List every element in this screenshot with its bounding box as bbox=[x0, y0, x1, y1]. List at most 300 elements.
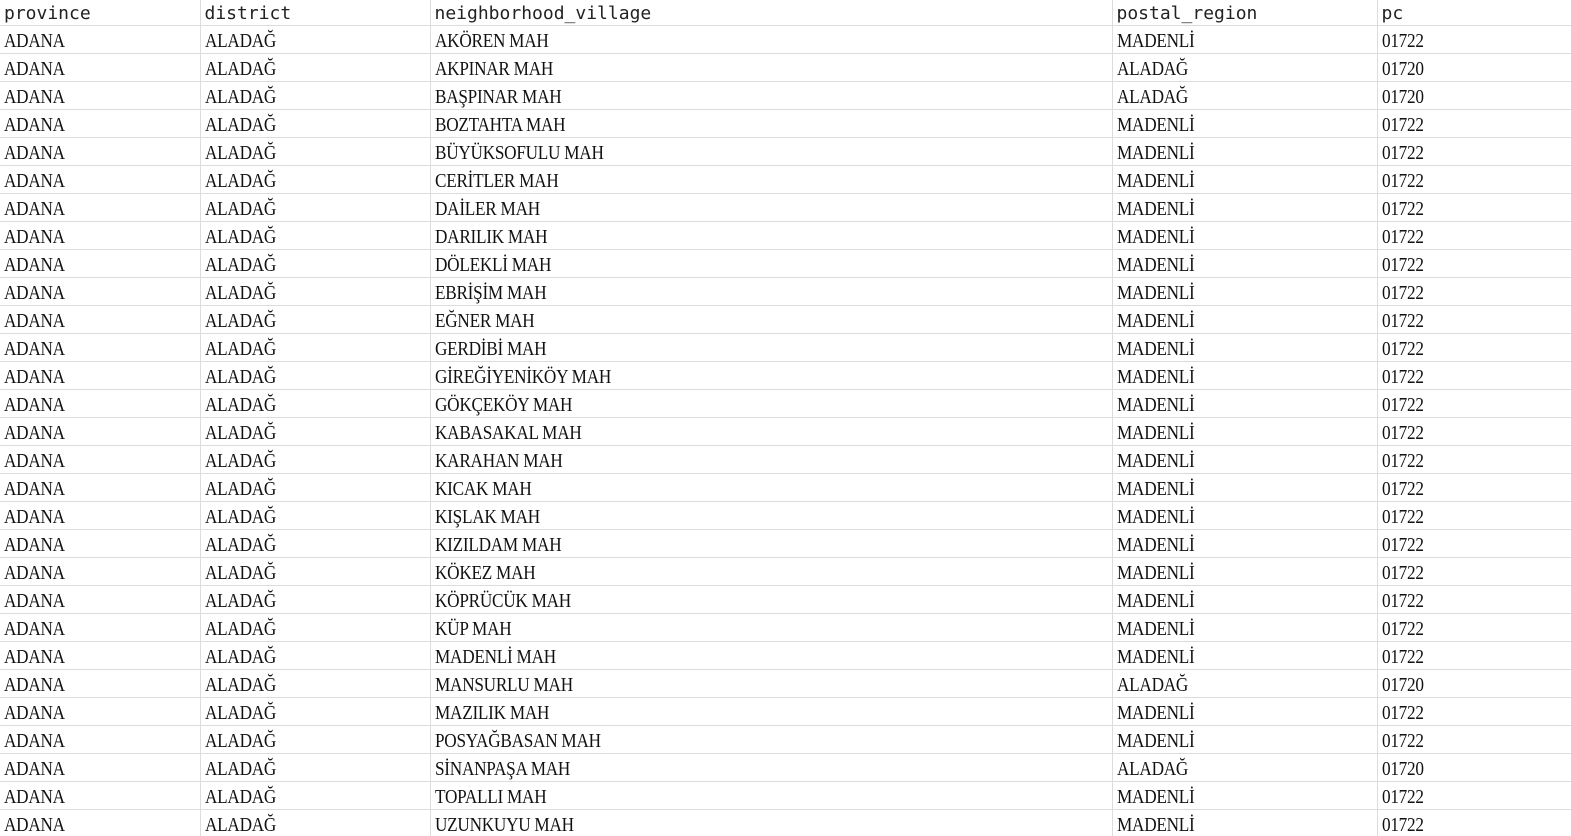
district-cell[interactable] bbox=[200, 110, 430, 138]
table-row bbox=[0, 810, 1571, 836]
district-cell[interactable] bbox=[200, 306, 430, 334]
district-cell[interactable] bbox=[200, 278, 430, 306]
table-row bbox=[0, 362, 1571, 390]
district-cell[interactable] bbox=[200, 530, 430, 558]
table-row bbox=[0, 642, 1571, 670]
cell-text: 01722 bbox=[1381, 646, 1424, 668]
pc-cell[interactable] bbox=[1377, 502, 1571, 530]
neighborhood-village-cell[interactable] bbox=[430, 530, 1112, 558]
cell-text: 01720 bbox=[1381, 58, 1424, 80]
cell-text: ADANA bbox=[4, 450, 65, 472]
table-row bbox=[0, 278, 1571, 306]
district-cell[interactable] bbox=[200, 138, 430, 166]
postal-region-cell[interactable] bbox=[1112, 530, 1377, 558]
cell-text: KIZILDAM MAH bbox=[434, 534, 561, 556]
table-row bbox=[0, 306, 1571, 334]
cell-text: 01722 bbox=[1381, 394, 1424, 416]
cell-text: ADANA bbox=[4, 338, 65, 360]
table-row bbox=[0, 446, 1571, 474]
cell-text: ADANA bbox=[4, 422, 65, 444]
province-cell[interactable] bbox=[0, 306, 200, 334]
postal-region-cell[interactable] bbox=[1112, 194, 1377, 222]
cell-text: ADANA bbox=[4, 618, 65, 640]
cell-text: MADENLİ bbox=[1116, 562, 1194, 584]
postal-region-cell[interactable] bbox=[1112, 26, 1377, 54]
cell-text: AKÖREN MAH bbox=[434, 30, 549, 52]
postal-region-cell[interactable] bbox=[1112, 446, 1377, 474]
province-cell[interactable] bbox=[0, 250, 200, 278]
postal-region-cell[interactable] bbox=[1112, 306, 1377, 334]
neighborhood-village-cell[interactable] bbox=[430, 306, 1112, 334]
pc-cell[interactable] bbox=[1377, 334, 1571, 362]
pc-cell[interactable] bbox=[1377, 642, 1571, 670]
cell-text: ADANA bbox=[4, 534, 65, 556]
postal-region-cell[interactable] bbox=[1112, 166, 1377, 194]
cell-text: MADENLİ bbox=[1116, 366, 1194, 388]
pc-cell[interactable] bbox=[1377, 166, 1571, 194]
province-cell[interactable] bbox=[0, 26, 200, 54]
cell-text: ALADAĞ bbox=[204, 170, 276, 192]
postal-region-cell[interactable] bbox=[1112, 474, 1377, 502]
table-row bbox=[0, 222, 1571, 250]
cell-text: ADANA bbox=[4, 646, 65, 668]
cell-text: ADANA bbox=[4, 142, 65, 164]
cell-text: ALADAĞ bbox=[204, 730, 276, 752]
column-header-neighborhood-village[interactable]: neighborhood_village bbox=[430, 0, 1112, 26]
neighborhood-village-cell[interactable] bbox=[430, 726, 1112, 754]
cell-text: 01722 bbox=[1381, 114, 1424, 136]
cell-text: ALADAĞ bbox=[204, 422, 276, 444]
postal-region-cell[interactable] bbox=[1112, 754, 1377, 782]
cell-text: POSYAĞBASAN MAH bbox=[434, 730, 601, 752]
cell-text: KÖPRÜCÜK MAH bbox=[434, 590, 571, 612]
pc-cell[interactable] bbox=[1377, 530, 1571, 558]
cell-text: ALADAĞ bbox=[1116, 86, 1188, 108]
cell-text: ADANA bbox=[4, 58, 65, 80]
district-cell[interactable] bbox=[200, 26, 430, 54]
district-cell[interactable] bbox=[200, 362, 430, 390]
cell-text: KÖKEZ MAH bbox=[434, 562, 535, 584]
cell-text: 01722 bbox=[1381, 282, 1424, 304]
province-cell[interactable] bbox=[0, 446, 200, 474]
province-cell[interactable] bbox=[0, 194, 200, 222]
cell-text: 01720 bbox=[1381, 86, 1424, 108]
postal-region-cell[interactable] bbox=[1112, 110, 1377, 138]
province-cell[interactable] bbox=[0, 558, 200, 586]
cell-text: 01722 bbox=[1381, 702, 1424, 724]
pc-cell[interactable] bbox=[1377, 54, 1571, 82]
cell-text: 01722 bbox=[1381, 562, 1424, 584]
postal-region-cell[interactable] bbox=[1112, 558, 1377, 586]
province-cell[interactable] bbox=[0, 390, 200, 418]
postal-region-cell[interactable] bbox=[1112, 642, 1377, 670]
cell-text: 01722 bbox=[1381, 618, 1424, 640]
province-cell[interactable] bbox=[0, 474, 200, 502]
pc-cell[interactable] bbox=[1377, 110, 1571, 138]
cell-text: 01722 bbox=[1381, 142, 1424, 164]
pc-cell[interactable] bbox=[1377, 670, 1571, 698]
neighborhood-village-cell[interactable] bbox=[430, 810, 1112, 836]
province-cell[interactable] bbox=[0, 362, 200, 390]
district-cell[interactable] bbox=[200, 418, 430, 446]
neighborhood-village-cell[interactable] bbox=[430, 670, 1112, 698]
neighborhood-village-cell[interactable] bbox=[430, 754, 1112, 782]
postal-region-cell[interactable] bbox=[1112, 250, 1377, 278]
cell-text: MADENLİ bbox=[1116, 814, 1194, 836]
pc-cell[interactable] bbox=[1377, 446, 1571, 474]
cell-text: ALADAĞ bbox=[204, 562, 276, 584]
district-cell[interactable] bbox=[200, 782, 430, 810]
province-cell[interactable] bbox=[0, 642, 200, 670]
cell-text: MADENLİ MAH bbox=[434, 646, 556, 668]
province-cell[interactable] bbox=[0, 138, 200, 166]
neighborhood-village-cell[interactable] bbox=[430, 782, 1112, 810]
province-cell[interactable] bbox=[0, 726, 200, 754]
cell-text: MADENLİ bbox=[1116, 338, 1194, 360]
cell-text: MANSURLU MAH bbox=[434, 674, 573, 696]
cell-text: MADENLİ bbox=[1116, 506, 1194, 528]
neighborhood-village-cell[interactable] bbox=[430, 278, 1112, 306]
cell-text: AKPINAR MAH bbox=[434, 58, 553, 80]
province-cell[interactable] bbox=[0, 502, 200, 530]
province-cell[interactable] bbox=[0, 54, 200, 82]
neighborhood-village-cell[interactable] bbox=[430, 446, 1112, 474]
pc-cell[interactable] bbox=[1377, 418, 1571, 446]
cell-text: ALADAĞ bbox=[204, 786, 276, 808]
neighborhood-village-cell[interactable] bbox=[430, 390, 1112, 418]
neighborhood-village-cell[interactable] bbox=[430, 194, 1112, 222]
cell-text: 01722 bbox=[1381, 310, 1424, 332]
cell-text: ALADAĞ bbox=[1116, 758, 1188, 780]
table-row bbox=[0, 138, 1571, 166]
cell-text: KARAHAN MAH bbox=[434, 450, 563, 472]
district-cell[interactable] bbox=[200, 642, 430, 670]
cell-text: MADENLİ bbox=[1116, 310, 1194, 332]
cell-text: KABASAKAL MAH bbox=[434, 422, 582, 444]
province-cell[interactable] bbox=[0, 110, 200, 138]
neighborhood-village-cell[interactable] bbox=[430, 334, 1112, 362]
postal-region-cell[interactable] bbox=[1112, 82, 1377, 110]
cell-text: ALADAĞ bbox=[1116, 674, 1188, 696]
cell-text: MADENLİ bbox=[1116, 30, 1194, 52]
cell-text: CERİTLER MAH bbox=[434, 170, 559, 192]
district-cell[interactable] bbox=[200, 558, 430, 586]
pc-cell[interactable] bbox=[1377, 250, 1571, 278]
province-cell[interactable] bbox=[0, 166, 200, 194]
table-row bbox=[0, 26, 1571, 54]
cell-text: KICAK MAH bbox=[434, 478, 532, 500]
district-cell[interactable] bbox=[200, 390, 430, 418]
cell-text: 01722 bbox=[1381, 198, 1424, 220]
cell-text: 01722 bbox=[1381, 786, 1424, 808]
cell-text: GİREĞİYENİKÖY MAH bbox=[434, 366, 611, 388]
table-row bbox=[0, 670, 1571, 698]
district-cell[interactable] bbox=[200, 586, 430, 614]
province-cell[interactable] bbox=[0, 782, 200, 810]
neighborhood-village-cell[interactable] bbox=[430, 26, 1112, 54]
pc-cell[interactable] bbox=[1377, 698, 1571, 726]
pc-cell[interactable] bbox=[1377, 306, 1571, 334]
cell-text: ALADAĞ bbox=[204, 394, 276, 416]
province-cell[interactable] bbox=[0, 222, 200, 250]
district-cell[interactable] bbox=[200, 446, 430, 474]
pc-cell[interactable] bbox=[1377, 474, 1571, 502]
cell-text: MADENLİ bbox=[1116, 730, 1194, 752]
cell-text: 01720 bbox=[1381, 758, 1424, 780]
province-cell[interactable] bbox=[0, 278, 200, 306]
pc-cell[interactable] bbox=[1377, 138, 1571, 166]
district-cell[interactable] bbox=[200, 754, 430, 782]
table-row bbox=[0, 558, 1571, 586]
province-cell[interactable] bbox=[0, 82, 200, 110]
postal-region-cell[interactable] bbox=[1112, 586, 1377, 614]
cell-text: ADANA bbox=[4, 758, 65, 780]
cell-text: ALADAĞ bbox=[204, 366, 276, 388]
postal-region-cell[interactable] bbox=[1112, 54, 1377, 82]
postal-region-cell[interactable] bbox=[1112, 138, 1377, 166]
cell-text: GÖKÇEKÖY MAH bbox=[434, 394, 572, 416]
cell-text: MADENLİ bbox=[1116, 786, 1194, 808]
postal-region-cell[interactable] bbox=[1112, 390, 1377, 418]
cell-text: KIŞLAK MAH bbox=[434, 506, 540, 528]
pc-cell[interactable] bbox=[1377, 782, 1571, 810]
neighborhood-village-cell[interactable] bbox=[430, 586, 1112, 614]
cell-text: ALADAĞ bbox=[204, 310, 276, 332]
district-cell[interactable] bbox=[200, 194, 430, 222]
table-row bbox=[0, 502, 1571, 530]
district-cell[interactable] bbox=[200, 222, 430, 250]
cell-text: ADANA bbox=[4, 562, 65, 584]
district-cell[interactable] bbox=[200, 474, 430, 502]
cell-text: KÜP MAH bbox=[434, 618, 511, 640]
neighborhood-village-cell[interactable] bbox=[430, 54, 1112, 82]
table-row bbox=[0, 390, 1571, 418]
cell-text: ALADAĞ bbox=[204, 198, 276, 220]
postal-region-cell[interactable] bbox=[1112, 278, 1377, 306]
column-header-district[interactable]: district bbox=[200, 0, 430, 26]
district-cell[interactable] bbox=[200, 334, 430, 362]
cell-text: ALADAĞ bbox=[204, 646, 276, 668]
pc-cell[interactable] bbox=[1377, 558, 1571, 586]
pc-cell[interactable] bbox=[1377, 754, 1571, 782]
province-cell[interactable] bbox=[0, 670, 200, 698]
postal-region-cell[interactable] bbox=[1112, 810, 1377, 836]
neighborhood-village-cell[interactable] bbox=[430, 558, 1112, 586]
cell-text: SİNANPAŞA MAH bbox=[434, 758, 570, 780]
pc-cell[interactable] bbox=[1377, 586, 1571, 614]
cell-text: BAŞPINAR MAH bbox=[434, 86, 561, 108]
province-cell[interactable] bbox=[0, 334, 200, 362]
cell-text: ALADAĞ bbox=[204, 226, 276, 248]
postal-region-cell[interactable] bbox=[1112, 362, 1377, 390]
cell-text: 01722 bbox=[1381, 506, 1424, 528]
province-cell[interactable] bbox=[0, 418, 200, 446]
district-cell[interactable] bbox=[200, 670, 430, 698]
cell-text: ALADAĞ bbox=[204, 86, 276, 108]
postal-region-cell[interactable] bbox=[1112, 222, 1377, 250]
district-cell[interactable] bbox=[200, 54, 430, 82]
district-cell[interactable] bbox=[200, 82, 430, 110]
province-cell[interactable] bbox=[0, 530, 200, 558]
cell-text: MADENLİ bbox=[1116, 618, 1194, 640]
province-cell[interactable] bbox=[0, 614, 200, 642]
table-row bbox=[0, 334, 1571, 362]
cell-text: ALADAĞ bbox=[204, 534, 276, 556]
table-body bbox=[0, 26, 1571, 836]
cell-text: 01722 bbox=[1381, 422, 1424, 444]
cell-text: ALADAĞ bbox=[204, 478, 276, 500]
column-header-province[interactable]: province bbox=[0, 0, 200, 26]
neighborhood-village-cell[interactable] bbox=[430, 474, 1112, 502]
pc-cell[interactable] bbox=[1377, 278, 1571, 306]
cell-text: ALADAĞ bbox=[204, 814, 276, 836]
table-row bbox=[0, 418, 1571, 446]
cell-text: ADANA bbox=[4, 114, 65, 136]
cell-text: MADENLİ bbox=[1116, 170, 1194, 192]
cell-text: 01722 bbox=[1381, 170, 1424, 192]
cell-text: ALADAĞ bbox=[204, 254, 276, 276]
cell-text: ADANA bbox=[4, 478, 65, 500]
province-cell[interactable] bbox=[0, 698, 200, 726]
cell-text: ADANA bbox=[4, 786, 65, 808]
cell-text: ALADAĞ bbox=[204, 674, 276, 696]
cell-text: ADANA bbox=[4, 366, 65, 388]
table-row bbox=[0, 698, 1571, 726]
cell-text: MADENLİ bbox=[1116, 114, 1194, 136]
district-cell[interactable] bbox=[200, 698, 430, 726]
postal-region-cell[interactable] bbox=[1112, 726, 1377, 754]
cell-text: DARILIK MAH bbox=[434, 226, 547, 248]
neighborhood-village-cell[interactable] bbox=[430, 418, 1112, 446]
neighborhood-village-cell[interactable] bbox=[430, 502, 1112, 530]
table-row bbox=[0, 110, 1571, 138]
neighborhood-village-cell[interactable] bbox=[430, 110, 1112, 138]
cell-text: BOZTAHTA MAH bbox=[434, 114, 565, 136]
neighborhood-village-cell[interactable] bbox=[430, 698, 1112, 726]
district-cell[interactable] bbox=[200, 502, 430, 530]
cell-text: 01722 bbox=[1381, 30, 1424, 52]
postal-region-cell[interactable] bbox=[1112, 502, 1377, 530]
table-row bbox=[0, 754, 1571, 782]
postal-region-cell[interactable] bbox=[1112, 334, 1377, 362]
cell-text: MADENLİ bbox=[1116, 282, 1194, 304]
cell-text: BÜYÜKSOFULU MAH bbox=[434, 142, 604, 164]
pc-cell[interactable] bbox=[1377, 222, 1571, 250]
header-row bbox=[0, 0, 1571, 26]
cell-text: ALADAĞ bbox=[204, 338, 276, 360]
cell-text: ADANA bbox=[4, 86, 65, 108]
cell-text: 01722 bbox=[1381, 814, 1424, 836]
district-cell[interactable] bbox=[200, 250, 430, 278]
cell-text: ADANA bbox=[4, 310, 65, 332]
cell-text: 01720 bbox=[1381, 674, 1424, 696]
table-row bbox=[0, 474, 1571, 502]
cell-text: ADANA bbox=[4, 814, 65, 836]
pc-cell[interactable] bbox=[1377, 810, 1571, 836]
cell-text: MAZILIK MAH bbox=[434, 702, 549, 724]
postal-region-cell[interactable] bbox=[1112, 698, 1377, 726]
district-cell[interactable] bbox=[200, 166, 430, 194]
cell-text: DÖLEKLİ MAH bbox=[434, 254, 551, 276]
cell-text: ALADAĞ bbox=[204, 114, 276, 136]
neighborhood-village-cell[interactable] bbox=[430, 614, 1112, 642]
cell-text: ADANA bbox=[4, 730, 65, 752]
cell-text: MADENLİ bbox=[1116, 534, 1194, 556]
cell-text: 01722 bbox=[1381, 254, 1424, 276]
cell-text: MADENLİ bbox=[1116, 478, 1194, 500]
postal-region-cell[interactable] bbox=[1112, 670, 1377, 698]
postal-region-cell[interactable] bbox=[1112, 418, 1377, 446]
province-cell[interactable] bbox=[0, 586, 200, 614]
pc-cell[interactable] bbox=[1377, 362, 1571, 390]
pc-cell[interactable] bbox=[1377, 82, 1571, 110]
table-row bbox=[0, 530, 1571, 558]
neighborhood-village-cell[interactable] bbox=[430, 166, 1112, 194]
table-row bbox=[0, 54, 1571, 82]
province-cell[interactable] bbox=[0, 810, 200, 836]
cell-text: 01722 bbox=[1381, 450, 1424, 472]
neighborhood-village-cell[interactable] bbox=[430, 222, 1112, 250]
neighborhood-village-cell[interactable] bbox=[430, 82, 1112, 110]
cell-text: ALADAĞ bbox=[204, 450, 276, 472]
pc-cell[interactable] bbox=[1377, 194, 1571, 222]
cell-text: ALADAĞ bbox=[204, 506, 276, 528]
cell-text: MADENLİ bbox=[1116, 394, 1194, 416]
pc-cell[interactable] bbox=[1377, 614, 1571, 642]
cell-text: ADANA bbox=[4, 674, 65, 696]
district-cell[interactable] bbox=[200, 726, 430, 754]
cell-text: ADANA bbox=[4, 30, 65, 52]
pc-cell[interactable] bbox=[1377, 726, 1571, 754]
column-header-pc[interactable]: pc bbox=[1377, 0, 1571, 26]
cell-text: MADENLİ bbox=[1116, 422, 1194, 444]
cell-text: MADENLİ bbox=[1116, 590, 1194, 612]
cell-text: GERDİBİ MAH bbox=[434, 338, 546, 360]
cell-text: ALADAĞ bbox=[204, 142, 276, 164]
neighborhood-village-cell[interactable] bbox=[430, 642, 1112, 670]
district-cell[interactable] bbox=[200, 614, 430, 642]
pc-cell[interactable] bbox=[1377, 26, 1571, 54]
province-cell[interactable] bbox=[0, 754, 200, 782]
cell-text: ADANA bbox=[4, 394, 65, 416]
cell-text: MADENLİ bbox=[1116, 254, 1194, 276]
neighborhood-village-cell[interactable] bbox=[430, 250, 1112, 278]
cell-text: ADANA bbox=[4, 170, 65, 192]
cell-text: ADANA bbox=[4, 254, 65, 276]
cell-text: MADENLİ bbox=[1116, 450, 1194, 472]
cell-text: MADENLİ bbox=[1116, 198, 1194, 220]
cell-text: ALADAĞ bbox=[1116, 58, 1188, 80]
postal-region-cell[interactable] bbox=[1112, 614, 1377, 642]
postal-region-cell[interactable] bbox=[1112, 782, 1377, 810]
cell-text: MADENLİ bbox=[1116, 646, 1194, 668]
pc-cell[interactable] bbox=[1377, 390, 1571, 418]
table-row bbox=[0, 782, 1571, 810]
cell-text: 01722 bbox=[1381, 226, 1424, 248]
neighborhood-village-cell[interactable] bbox=[430, 362, 1112, 390]
column-header-postal-region[interactable]: postal_region bbox=[1112, 0, 1377, 26]
cell-text: ALADAĞ bbox=[204, 590, 276, 612]
cell-text: TOPALLI MAH bbox=[434, 786, 546, 808]
cell-text: ADANA bbox=[4, 590, 65, 612]
district-cell[interactable] bbox=[200, 810, 430, 836]
table-row bbox=[0, 82, 1571, 110]
cell-text: DAİLER MAH bbox=[434, 198, 540, 220]
cell-text: 01722 bbox=[1381, 478, 1424, 500]
cell-text: ALADAĞ bbox=[204, 758, 276, 780]
neighborhood-village-cell[interactable] bbox=[430, 138, 1112, 166]
cell-text: 01722 bbox=[1381, 534, 1424, 556]
